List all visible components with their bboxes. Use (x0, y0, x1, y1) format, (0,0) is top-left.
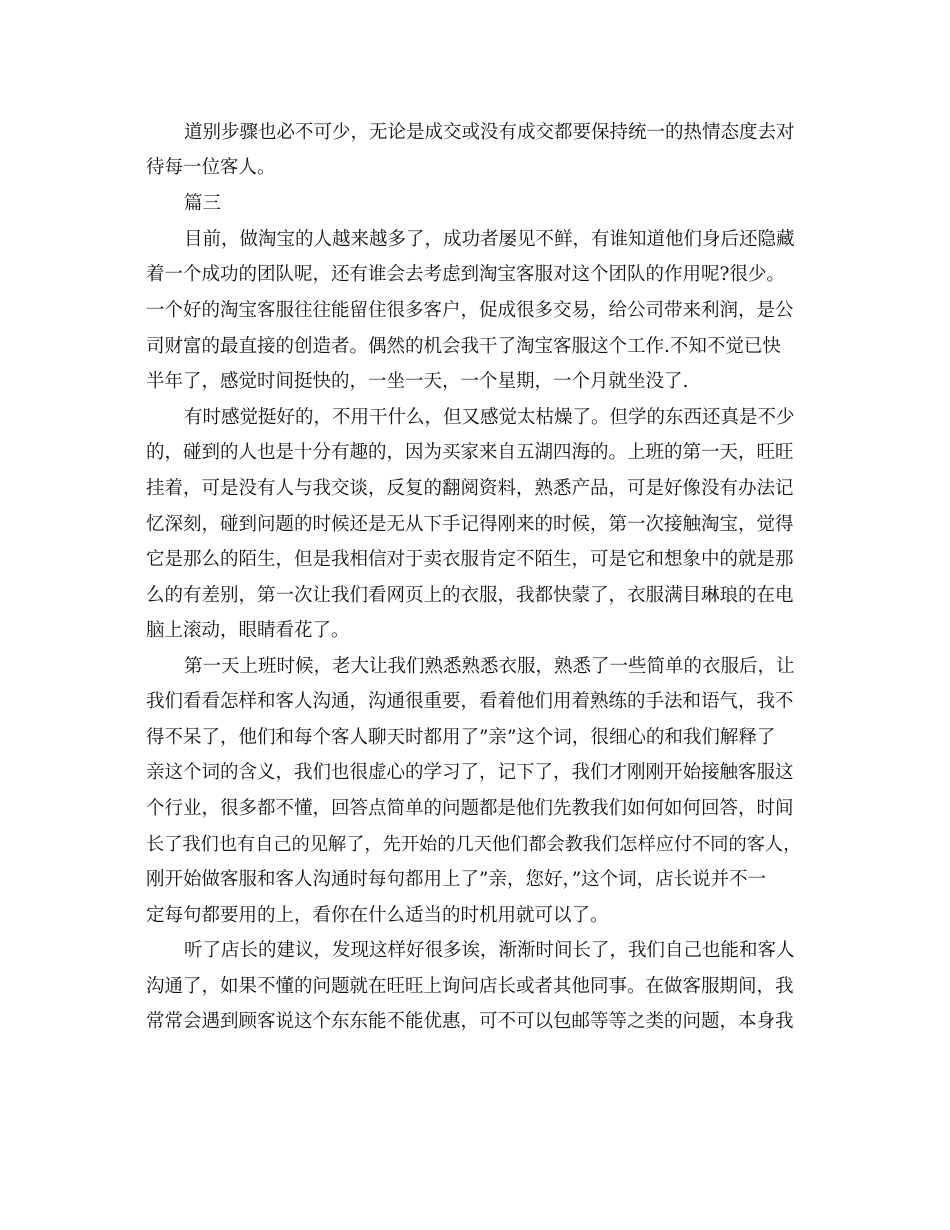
text-line: 定每句都要用的上，看你在什么适当的时机用就可以了。 (146, 905, 609, 926)
text-line: 有时感觉挺好的，不用干什么，但又感觉太枯燥了。但学的东西还真是不少 (184, 407, 795, 428)
text-line: 它是那么的陌生，但是我相信对于卖衣服肯定不陌生，可是它和想象中的就是那 (146, 549, 794, 570)
text-line: 沟通了，如果不懂的问题就在旺旺上询问店长或者其他同事。在做客服期间，我 (146, 976, 794, 997)
text-line: 着一个成功的团队呢，还有谁会去考虑到淘宝客服对这个团队的作用呢?很少。 (146, 264, 785, 285)
text-line: 么的有差别，第一次让我们看网页上的衣服，我都快蒙了，衣服满目琳琅的在电 (146, 585, 794, 606)
text-line: 目前，做淘宝的人越来越多了，成功者屡见不鲜，有谁知道他们身后还隐藏 (184, 229, 795, 250)
text-line: 的，碰到的人也是十分有趣的，因为买家来自五湖四海的。上班的第一天，旺旺 (146, 442, 794, 463)
text-line: 待每一位客人。 (146, 157, 276, 178)
text-line: 刚开始做客服和客人沟通时每句都用上了”亲，您好，”这个词，店长说并不一 (146, 869, 767, 890)
text-line: 道别步骤也必不可少，无论是成交或没有成交都要保持统一的热情态度去对 (184, 122, 795, 143)
text-line: 听了店长的建议，发现这样好很多诶，渐渐时间长了，我们自己也能和客人 (184, 940, 795, 961)
text-line: 第一天上班时候，老大让我们熟悉熟悉衣服，熟悉了一些简单的衣服后，让 (184, 656, 795, 677)
text-line: 亲这个词的含义，我们也很虚心的学习了，记下了，我们才刚刚开始接触客服这 (146, 762, 794, 783)
text-line: 长了我们也有自己的见解了，先开始的几天他们都会教我们怎样应付不同的客人， (146, 834, 802, 855)
section-heading: 篇三 (184, 193, 222, 214)
text-line: 一个好的淘宝客服往往能留住很多客户，促成很多交易，给公司带来利润，是公 (146, 300, 794, 321)
text-line: 挂着，可是没有人与我交谈，反复的翻阅资料，熟悉产品，可是好像没有办法记 (146, 478, 794, 499)
text-line: 常常会遇到顾客说这个东东能不能优惠，可不可以包邮等等之类的问题，本身我 (146, 1011, 794, 1032)
text-line: 个行业，很多都不懂，回答点简单的问题都是他们先教我们如何如何回答，时间 (146, 798, 794, 819)
text-line: 司财富的最直接的创造者。偶然的机会我干了淘宝客服这个工作.不知不觉已快 (146, 336, 781, 357)
text-line: 我们看看怎样和客人沟通，沟通很重要，看着他们用着熟练的手法和语气，我不 (146, 691, 794, 712)
text-line: 忆深刻，碰到问题的时候还是无从下手记得刚来的时候，第一次接触淘宝，觉得 (146, 514, 794, 535)
text-line: 半年了，感觉时间挺快的，一坐一天，一个星期，一个月就坐没了. (146, 371, 689, 392)
text-line: 脑上滚动，眼睛看花了。 (146, 620, 350, 641)
text-line: 得不呆了，他们和每个客人聊天时都用了”亲”这个词，很细心的和我们解释了 (146, 727, 776, 748)
